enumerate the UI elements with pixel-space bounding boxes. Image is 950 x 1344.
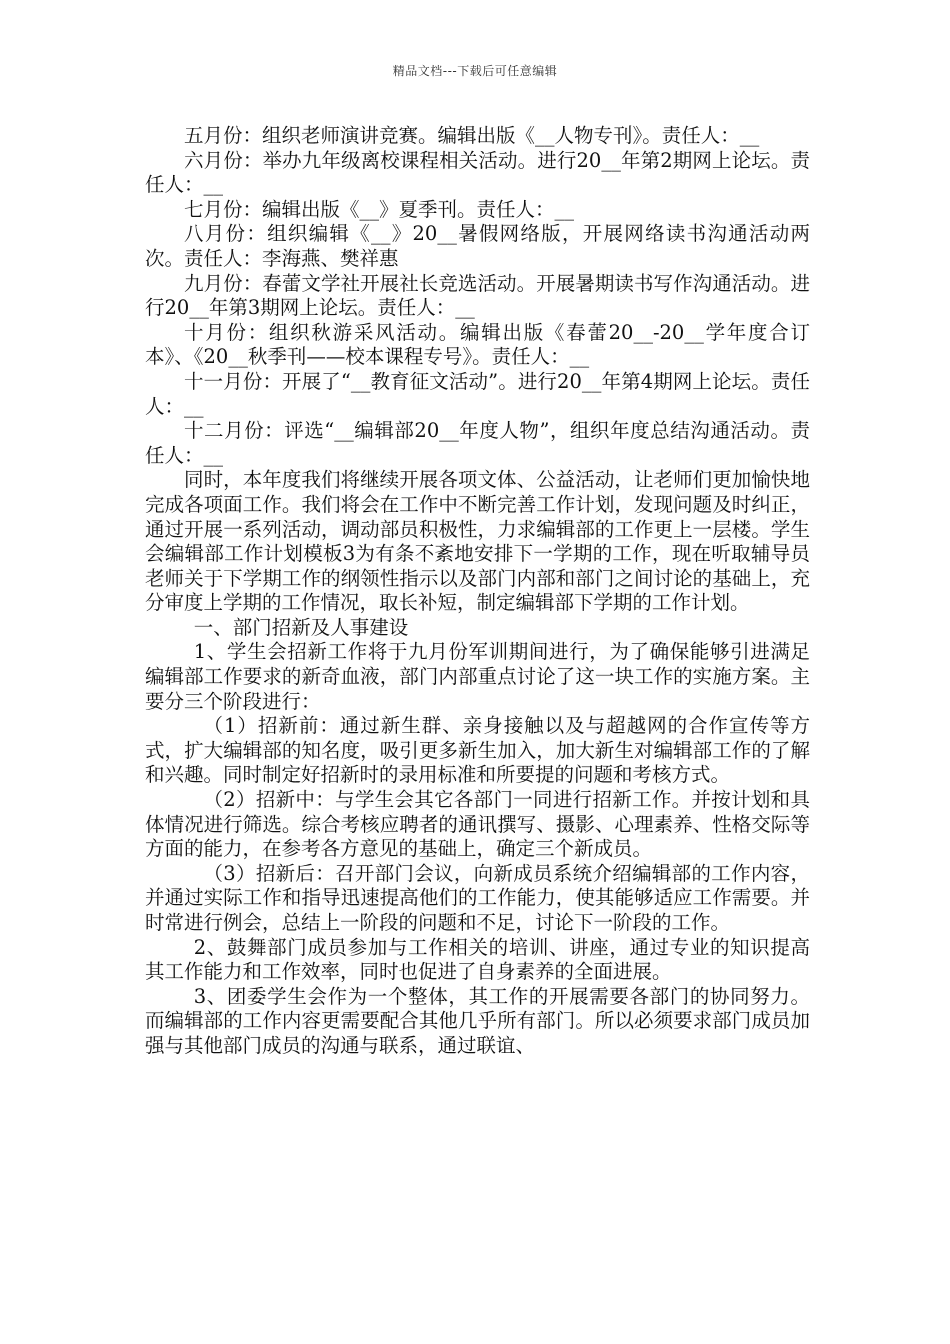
paragraph-stage-before: （1）招新前：通过新生群、亲身接触以及与超越网的合作宣传等方式，扩大编辑部的知名度，吸引更多新生加入，加大新生对编辑部工作的了解和兴趣。同时制定好招新时的录用标准和所要提的问题和考核方式。 bbox=[145, 714, 810, 787]
document-body bbox=[145, 124, 810, 1059]
paragraph-item-3: 3、团委学生会作为一个整体，其工作的开展需要各部门的协同努力。而编辑部的工作内容更需要配合其他几乎所有部门。所以必须要求部门成员加强与其他部门成员的沟通与联系，通过联谊、 bbox=[145, 984, 810, 1057]
paragraph-november: 十一月份：开展了“__教育征文活动”。进行20__年第4期网上论坛。责任人：__ bbox=[145, 369, 810, 418]
paragraph-july: 七月份：编辑出版《__》夏季刊。责任人：__ bbox=[184, 197, 575, 221]
paragraph-june: 六月份：举办九年级离校课程相关活动。进行20__年第2期网上论坛。责任人：__ bbox=[145, 148, 810, 197]
paragraph-october: 十月份：组织秋游采风活动。编辑出版《春蕾20__-20__学年度合订本》、《20__秋季刊——校本课程专号》。责任人：__ bbox=[145, 320, 810, 369]
paragraph-august: 八月份：组织编辑《__》20__暑假网络版，开展网络读书沟通活动两次。责任人：李海燕、樊祥惠 bbox=[145, 222, 810, 270]
paragraph-summary: 同时，本年度我们将继续开展各项文体、公益活动，让老师们更加愉快地完成各项面工作。我们将会在工作中不断完善工作计划，发现问题及时纠正，通过开展一系列活动，调动部员积极性，力求编辑部的工作更上一层楼。学生会编辑部工作计划模板3为有条不紊地安排下一学期的工作，现在听取辅导员老师关于下学期工作的纲领性指示以及部门内部和部门之间讨论的基础上，充分审度上学期的工作情况，取长补短，制定编辑部下学期的工作计划。 bbox=[145, 468, 810, 615]
page-header: 精品文档---下载后可任意编辑 bbox=[392, 64, 558, 78]
paragraph-may: 五月份：组织老师演讲竞赛。编辑出版《__人物专刊》。责任人：__ bbox=[184, 124, 760, 147]
paragraph-stage-after: （3）招新后：召开部门会议，向新成员系统介绍编辑部的工作内容，并通过实际工作和指导迅速提高他们的工作能力，使其能够适应工作需要。并时常进行例会，总结上一阶段的问题和不足，讨论下一阶段的工作。 bbox=[145, 861, 810, 934]
paragraph-december: 十二月份：评选“__编辑部20__年度人物”，组织年度总结沟通活动。责任人：__ bbox=[145, 419, 810, 467]
paragraph-item-2: 2、鼓舞部门成员参加与工作相关的培训、讲座，通过专业的知识提高其工作能力和工作效率，同时也促进了自身素养的全面进展。 bbox=[145, 935, 810, 984]
paragraph-item-1: 1、学生会招新工作将于九月份军训期间进行，为了确保能够引进满足编辑部工作要求的新奇血液，部门内部重点讨论了这一块工作的实施方案。主要分三个阶段进行： bbox=[145, 640, 810, 713]
paragraph-september: 九月份：春蕾文学社开展社长竞选活动。开展暑期读书写作沟通活动。进行20__年第3期网上论坛。责任人：__ bbox=[145, 271, 810, 320]
section-heading-recruitment: 一、部门招新及人事建设 bbox=[193, 615, 409, 639]
paragraph-stage-during: （2）招新中：与学生会其它各部门一同进行招新工作。并按计划和具体情况进行筛选。综合考核应聘者的通讯撰写、摄影、心理素养、性格交际等方面的能力，在参考各方意见的基础上，确定三个新成员。 bbox=[145, 788, 810, 861]
